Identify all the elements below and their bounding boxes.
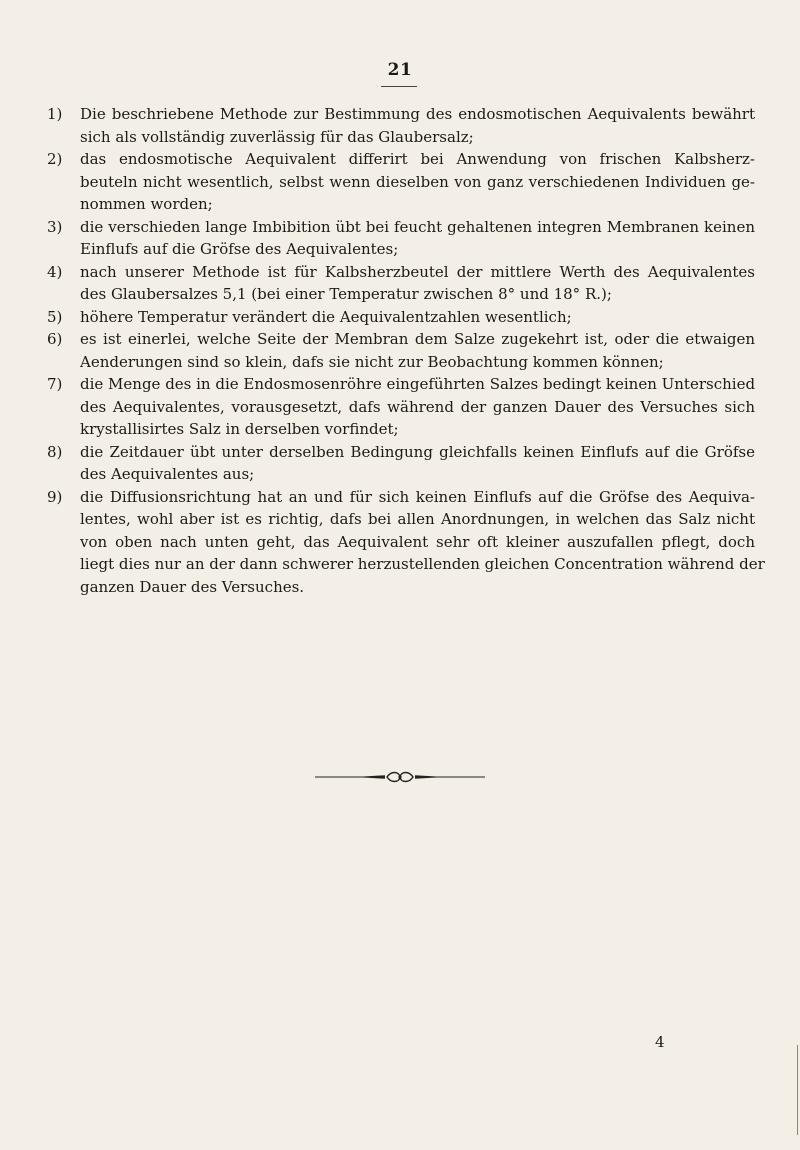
list-item-number: 6) bbox=[47, 330, 63, 348]
list-item-number: 9) bbox=[47, 487, 63, 506]
list-item-number: 2) bbox=[47, 150, 63, 168]
list-item-line: die Menge des in die Endosmosenröhre eingeführten Salzes bedingt keinen Unterschied bbox=[80, 375, 756, 393]
list-item-line: die verschieden lange Imbibition übt bei feucht gehaltenen integren Membranen keinen bbox=[80, 217, 755, 236]
list-item bbox=[47, 328, 755, 373]
list-item-line: des Glaubersalzes 5,1 (bei einer Temperatur zwischen 8° und 18° R.); bbox=[80, 285, 612, 303]
list-item-line: nach unserer Methode ist für Kalbsherzbeutel der mittlere Werth des Aequivalentes bbox=[80, 262, 755, 281]
list-item-line: lentes, wohl aber ist es richtig, dafs bei allen Anordnungen, in welchen das Salz nicht bbox=[80, 510, 755, 528]
list-item-line: höhere Temperatur verändert die Aequivalentzahlen wesentlich; bbox=[80, 307, 572, 326]
list-item bbox=[47, 306, 755, 329]
list-item-number: 8) bbox=[47, 442, 63, 461]
list-item-line: nommen worden; bbox=[80, 195, 213, 213]
list-item bbox=[47, 486, 765, 599]
list-item-line: krystallisirtes Salz in derselben vorfindet; bbox=[80, 420, 399, 438]
sheet-number: 4 bbox=[655, 1033, 665, 1051]
ornament-divider bbox=[315, 769, 485, 785]
list-item-number: 5) bbox=[47, 307, 63, 326]
ornament-center-dot bbox=[398, 775, 401, 778]
list-item bbox=[47, 261, 755, 306]
list-item-number: 7) bbox=[47, 375, 63, 393]
list-item-number: 3) bbox=[47, 217, 63, 236]
list-item-line: die Zeitdauer übt unter derselben Bedingung gleichfalls keinen Einflufs auf die Gröfse bbox=[80, 442, 755, 461]
list-item-line: es ist einerlei, welche Seite der Membran dem Salze zugekehrt ist, oder die etwaigen bbox=[80, 330, 755, 348]
page-number: 21 bbox=[387, 60, 413, 80]
margin-rule bbox=[797, 1045, 798, 1135]
list-item bbox=[47, 373, 755, 441]
ornament-left-taper bbox=[355, 775, 385, 779]
list-item-line: von oben nach unten geht, das Aequivalent sehr oft kleiner auszufallen pflegt, doch bbox=[80, 532, 755, 551]
list-item-number: 1) bbox=[47, 105, 63, 123]
list-item bbox=[47, 441, 755, 486]
list-item bbox=[47, 148, 755, 216]
summary-list bbox=[47, 103, 765, 598]
list-item-number: 4) bbox=[47, 262, 63, 281]
list-item-line: beuteln nicht wesentlich, selbst wenn dieselben von ganz verschiedenen Individuen ge- bbox=[80, 172, 755, 191]
list-item-line: liegt dies nur an der dann schwerer herzustellenden gleichen Concentration während der bbox=[80, 555, 765, 573]
list-item-line: ganzen Dauer des Versuches. bbox=[80, 577, 305, 596]
list-item-line: des Aequivalentes, vorausgesetzt, dafs während der ganzen Dauer des Versuches sich bbox=[80, 397, 755, 416]
list-item-line: Die beschriebene Methode zur Bestimmung des endosmotischen Aequivalents bewährt bbox=[80, 105, 755, 123]
list-item-line: des Aequivalentes aus; bbox=[80, 465, 255, 483]
page-number-rule bbox=[381, 86, 417, 87]
list-item-line: das endosmotische Aequivalent differirt bei Anwendung von frischen Kalbsherz- bbox=[80, 150, 755, 168]
list-item-line: sich als vollständig zuverlässig für das Glaubersalz; bbox=[80, 127, 474, 146]
list-item bbox=[47, 103, 755, 148]
list-item bbox=[47, 216, 755, 261]
list-item-line: Einflufs auf die Gröfse des Aequivalentes; bbox=[80, 240, 399, 258]
list-item-line: Aenderungen sind so klein, dafs sie nicht zur Beobachtung kommen können; bbox=[80, 352, 664, 371]
list-item-line: die Diffusionsrichtung hat an und für sich keinen Einflufs auf die Gröfse des Aequiva- bbox=[80, 487, 755, 506]
